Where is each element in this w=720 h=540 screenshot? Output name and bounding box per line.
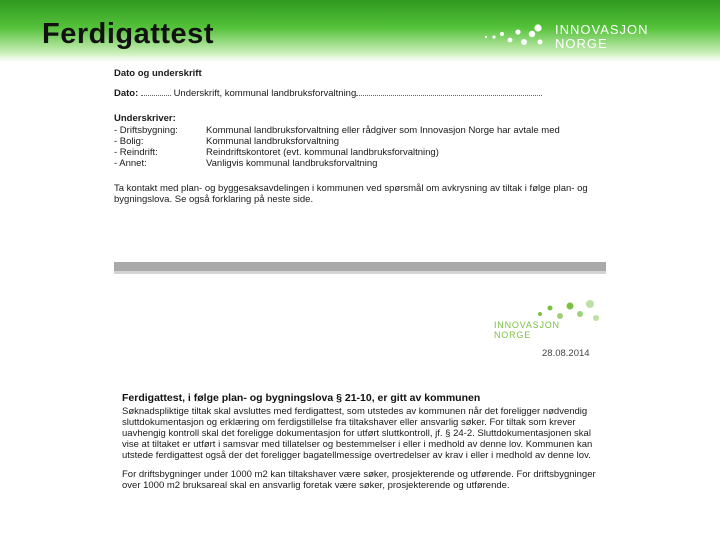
document-page-1 <box>114 68 606 205</box>
innovasjon-norge-logo <box>480 20 650 54</box>
list-item: - Reindrift: Reindriftskontoret (evt. kommunal landbruksforvaltning) <box>114 147 439 158</box>
document-page-2 <box>114 276 606 540</box>
page-divider <box>114 262 606 271</box>
logo-dots-icon <box>480 20 550 54</box>
signers-list <box>114 125 606 169</box>
signers-heading: Underskriver: <box>114 113 176 124</box>
date-signature-row: Dato: Underskrift, kommunal landbruksforvaltning <box>114 88 606 99</box>
innovasjon-norge-logo-small <box>492 298 602 348</box>
list-item: - Annet: Vanligvis kommunal landbruksforvaltning <box>114 158 378 169</box>
logo-text: INNOVASJON NORGE <box>555 22 649 51</box>
logo-text: INNOVASJON NORGE <box>494 320 560 340</box>
paragraph: For driftsbygninger under 1000 m2 kan tiltakshaver være søker, prosjekterende og utførende. For driftsbygninger over 1000 m2 bruksareal skal en ansvarlig foretak være søker, prosjekterende og utførende. <box>122 469 596 491</box>
list-item: - Driftsbygning: Kommunal landbruksforvaltning eller rådgiver som Innovasjon Norge har avtale med <box>114 125 560 136</box>
list-item: - Bolig: Kommunal landbruksforvaltning <box>114 136 340 147</box>
document-date: 28.08.2014 <box>542 348 590 359</box>
slide-title: Ferdigattest <box>42 18 214 50</box>
page-divider-shadow <box>114 271 606 274</box>
paragraph: Søknadspliktige tiltak skal avsluttes med ferdigattest, som utstedes av kommunen når det foreligger nødvendig sluttdokumentasjon og erklæring om ferdigstillelse fra tiltakshaver eller ansvarlig søker. For tiltak som krever uavhengig kontroll skal det foreligge dokumentasjon for utført sluttkontroll, jf. § 24-2. Sluttdokumentasjonen skal vise at tiltaket er utført i samsvar med tillatelser og bestemmelser i eller i medhold av denne lov. Kommunen kan utstede ferdigattest også der det foreligger bagatellmessige overtredelser av krav i eller i medhold av denne lov. <box>122 406 593 461</box>
slide-header <box>0 0 720 62</box>
section-heading: Ferdigattest, i følge plan- og bygningslova § 21-10, er gitt av kommunen <box>122 392 481 404</box>
body-text <box>122 406 600 499</box>
contact-note: Ta kontakt med plan- og byggesaksavdelingen i kommunen ved spørsmål om avkrysning av tiltak i følge plan- og bygningslova. Se også forklaring på neste side. <box>114 183 588 205</box>
section-heading: Dato og underskrift <box>114 68 202 79</box>
